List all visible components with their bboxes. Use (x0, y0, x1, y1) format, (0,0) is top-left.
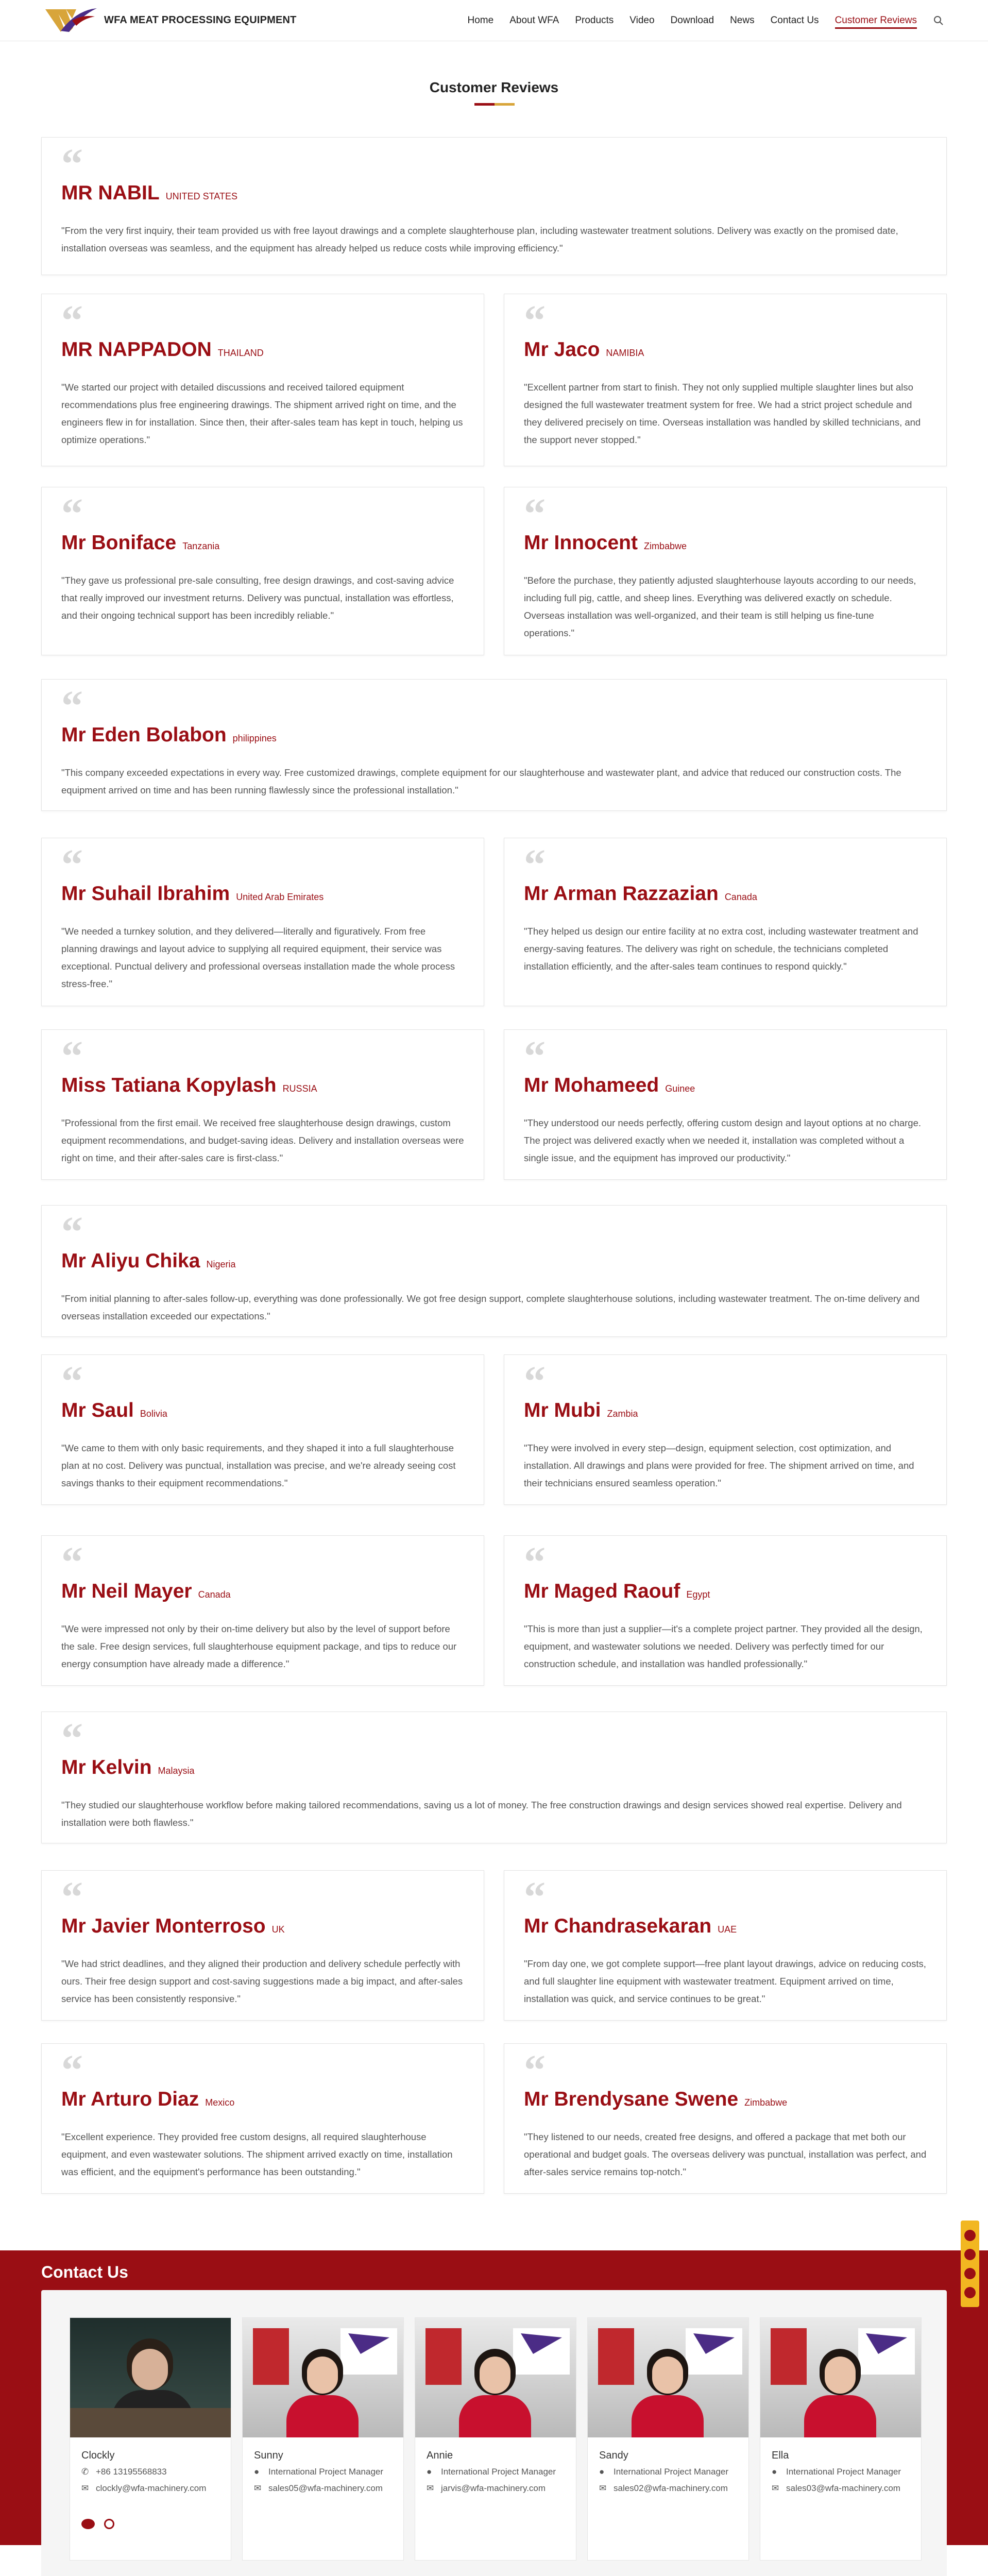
quote-icon: “ (524, 841, 544, 889)
review-card (504, 487, 947, 655)
site-logo[interactable] (45, 5, 297, 36)
review-card (504, 2043, 947, 2194)
email-icon: ✉ (599, 2483, 607, 2493)
review-card (41, 137, 947, 275)
reviewer-country: United Arab Emirates (236, 892, 324, 902)
review-card (41, 1205, 947, 1337)
email-icon: ✉ (772, 2483, 779, 2493)
review-text: "From the very first inquiry, their team provided us with free layout drawings and a complete slaughterhouse plan, including wastewater treatment solutions. Delivery was exactly on the promised date, installation overseas was seamless, and the equipment has already helped us reduce costs while improving efficiency." (61, 225, 898, 253)
contact-email[interactable]: sales02@wfa-machinery.com (614, 2483, 728, 2493)
reviewer-name: Mr Saul (61, 1399, 134, 1421)
reviewer-name: Mr Aliyu Chika (61, 1250, 200, 1272)
review-text: "They listened to our needs, created free designs, and offered a package that met both our operational and budget goals. The overseas delivery was punctual, installation was perfect, and after-sales service remains top-notch." (524, 2131, 927, 2177)
quote-icon: “ (524, 1358, 544, 1405)
person-icon: ● (427, 2467, 432, 2477)
reviewer-country: UNITED STATES (165, 191, 237, 201)
reviewer-name: Mr Mubi (524, 1399, 601, 1421)
wechat-icon[interactable] (964, 2249, 976, 2260)
reviewer-country: Zambia (607, 1409, 638, 1419)
contact-photo (415, 2318, 576, 2437)
site-header (0, 0, 988, 41)
reviewer-name: MR NABIL (61, 182, 160, 204)
reviewer-name: Mr Javier Monterroso (61, 1915, 266, 1937)
review-text: "We needed a turnkey solution, and they delivered—literally and figuratively. From free planning drawings and layout advice to supplying all required equipment, their service was exceptional. Punctual delivery and professional overseas installation made the whole process stress-free." (61, 926, 455, 989)
review-text: "They were involved in every step—design, equipment selection, cost optimization, and installation. All drawings and plans were provided for free. The shipment arrived on time, and their technicians ensured seamless operation." (524, 1443, 914, 1488)
quote-icon: “ (524, 1538, 544, 1586)
contact-email[interactable]: jarvis@wfa-machinery.com (441, 2483, 546, 2493)
page-title: Customer Reviews (429, 79, 559, 95)
person-icon: ● (254, 2467, 260, 2477)
reviewer-country: Zimbabwe (644, 541, 687, 551)
reviewer-country: Malaysia (158, 1766, 195, 1776)
contact-card (70, 2317, 231, 2561)
reviewer-country: Mexico (205, 2097, 235, 2108)
review-text: "Excellent experience. They provided free custom designs, all required slaughterhouse equipment, and even wastewater solutions. The shipment arrived exactly on time, installation was efficient, and the equipment's performance has been outstanding." (61, 2131, 453, 2177)
quote-icon: “ (61, 1032, 82, 1080)
contact-name: Sunny (254, 2450, 283, 2461)
reviewer-country: Bolivia (140, 1409, 167, 1419)
review-card (41, 487, 484, 655)
review-card (41, 1535, 484, 1686)
review-text: "This is more than just a supplier—it's a complete project partner. They provided all the design, equipment, and wastewater solutions we needed. Delivery was perfectly timed for our construction schedule, and installation was handled professionally." (524, 1623, 923, 1669)
wechat-icon[interactable] (81, 2519, 95, 2529)
contact-role: International Project Manager (268, 2467, 384, 2477)
review-text: "This company exceeded expectations in every way. Free customized drawings, complete equipment for our slaughterhouse and wastewater plant, and advice that reduced our construction costs. The equipment arrived on time and has been running flawlessly since the professional installation." (61, 767, 901, 795)
reviewer-country: Canada (724, 892, 757, 902)
reviewer-name: Mr Mohameed (524, 1074, 659, 1096)
reviewer-country: Guinee (665, 1083, 695, 1094)
quote-icon: “ (61, 2046, 82, 2094)
review-card (504, 1354, 947, 1505)
quote-icon: “ (524, 2046, 544, 2094)
contact-photo (588, 2318, 748, 2437)
contact-name: Clockly (81, 2450, 115, 2461)
brand-name: WFA MEAT PROCESSING EQUIPMENT (104, 14, 297, 26)
review-card (41, 1354, 484, 1505)
whatsapp-icon[interactable] (104, 2519, 114, 2529)
review-text: "They helped us design our entire facility at no extra cost, including wastewater treatment and energy-saving features. The delivery was right on schedule, the technicians completed installation efficiently, and the after-sales team continues to respond quickly." (524, 926, 918, 972)
review-text: "They understood our needs perfectly, offering custom design and layout options at no charge. The project was delivered exactly when we needed it, installation was completed without a single issue, and the equipment has improved our productivity." (524, 1117, 922, 1163)
review-text: "They gave us professional pre-sale consulting, free design drawings, and cost-saving advice that really improved our investment returns. Delivery was punctual, installation was effortless, and their ongoing technical support has been incredibly reliable." (61, 575, 454, 621)
reviewer-name: Mr Eden Bolabon (61, 724, 227, 746)
contact-email[interactable]: sales03@wfa-machinery.com (786, 2483, 900, 2493)
review-card (41, 838, 484, 1006)
quote-icon: “ (61, 841, 82, 889)
phone-icon[interactable] (964, 2230, 976, 2241)
search-icon[interactable] (933, 15, 944, 26)
email-icon: ✉ (254, 2483, 262, 2493)
review-card (41, 1870, 484, 2021)
contact-card (242, 2317, 404, 2561)
nav-video[interactable]: Video (629, 15, 655, 26)
review-card (504, 1870, 947, 2021)
title-underline (474, 103, 515, 106)
reviewer-name: Mr Kelvin (61, 1756, 152, 1778)
main-nav (452, 0, 944, 41)
quote-icon: “ (61, 1873, 82, 1921)
reviewer-name: Mr Jaco (524, 338, 600, 361)
review-text: "We started our project with detailed discussions and received tailored equipment recommendations plus free engineering drawings. The shipment arrived right on time, and the engineers flew in for installation. Since then, their after-sales team has kept in touch, helping us optimize operations." (61, 382, 463, 445)
contact-name: Sandy (599, 2450, 628, 2461)
reviewer-country: Zimbabwe (744, 2097, 788, 2108)
review-card (504, 838, 947, 1006)
review-text: "From day one, we got complete support—free plant layout drawings, advice on reducing costs, and full slaughter line equipment with wastewater treatment. Equipment arrived on time, installation was quick, and service continues to be great." (524, 1958, 926, 2004)
contact-role: International Project Manager (441, 2467, 556, 2477)
phone-icon: ✆ (81, 2467, 89, 2477)
quote-icon: “ (61, 490, 82, 538)
whatsapp-icon[interactable] (964, 2268, 976, 2279)
contact-card (760, 2317, 922, 2561)
nav-customer-reviews[interactable]: Customer Reviews (835, 0, 917, 41)
nav-about[interactable]: About WFA (509, 15, 559, 26)
quote-icon: “ (61, 682, 82, 730)
review-text: "From initial planning to after-sales follow-up, everything was done professionally. We got free design support, complete slaughterhouse solutions, including wastewater treatment. The on-time delivery and overseas installation exceeded our expectations." (61, 1293, 920, 1321)
contact-photo (70, 2318, 231, 2437)
review-text: "Excellent partner from start to finish. They not only supplied multiple slaughter lines but also designed the full wastewater treatment system for free. We had a strict project schedule and they delivered precisely on time. Overseas installation was handled by skilled technicians, and the support never stopped." (524, 382, 921, 445)
reviewer-country: philippines (232, 733, 277, 743)
floating-contact-bar (961, 2221, 979, 2307)
reviewer-name: Miss Tatiana Kopylash (61, 1074, 277, 1096)
contact-photo (760, 2318, 921, 2437)
person-icon: ● (599, 2467, 605, 2477)
review-card (504, 1029, 947, 1180)
reviewer-name: Mr Arman Razzazian (524, 883, 719, 905)
quote-icon: “ (61, 1358, 82, 1405)
quote-icon: “ (61, 1538, 82, 1586)
review-card (41, 1029, 484, 1180)
quote-icon: “ (524, 1873, 544, 1921)
contact-title: Contact Us (41, 2263, 128, 2281)
wfa-logo-icon (45, 5, 99, 36)
review-text: "We had strict deadlines, and they aligned their production and delivery schedule perfectly with ours. Their free design support and cost-saving suggestions made a big impact, and after-sales service has been consistently responsive." (61, 1958, 463, 2004)
review-text: "Professional from the first email. We received free slaughterhouse design drawings, custom equipment recommendations, and budget-saving ideas. Delivery and installation overseas were right on time, and their after-sales care is first-class." (61, 1117, 464, 1163)
reviewer-name: Mr Innocent (524, 532, 638, 554)
quote-icon: “ (524, 1032, 544, 1080)
contact-email[interactable]: sales05@wfa-machinery.com (268, 2483, 383, 2493)
review-card (41, 1711, 947, 1843)
nav-products[interactable]: Products (575, 15, 614, 26)
nav-home[interactable]: Home (467, 15, 494, 26)
contact-role: +86 13195568833 (96, 2467, 167, 2477)
quote-icon: “ (61, 1715, 82, 1762)
quote-icon: “ (61, 1208, 82, 1256)
reviewer-country: NAMIBIA (606, 348, 644, 358)
back-to-top-icon[interactable] (964, 2287, 976, 2298)
reviewer-name: MR NAPPADON (61, 338, 212, 361)
reviewer-country: THAILAND (217, 348, 264, 358)
review-card (41, 2043, 484, 2194)
reviewer-country: RUSSIA (282, 1083, 317, 1094)
contact-card (587, 2317, 749, 2561)
nav-contact[interactable]: Contact Us (770, 15, 819, 26)
review-text: "Before the purchase, they patiently adjusted slaughterhouse layouts according to our needs, including full pig, cattle, and sheep lines. Everything was delivered exactly on schedule. Overseas installation was well-organized, and their team is still helping us fine-tune operations." (524, 575, 916, 638)
reviewer-name: Mr Chandrasekaran (524, 1915, 712, 1937)
reviewer-name: Mr Brendysane Swene (524, 2088, 739, 2110)
reviewer-country: UAE (718, 1924, 737, 1935)
contact-email[interactable]: clockly@wfa-machinery.com (96, 2483, 207, 2493)
review-text: "We came to them with only basic requirements, and they shaped it into a full slaughterhouse plan at no cost. Delivery was punctual, installation was precise, and we're already seeing cost savings thanks to their equipment recommendations." (61, 1443, 456, 1488)
reviewer-name: Mr Boniface (61, 532, 177, 554)
reviewer-name: Mr Suhail Ibrahim (61, 883, 230, 905)
quote-icon: “ (61, 140, 82, 188)
reviewer-country: Tanzania (182, 541, 220, 551)
review-text: "We were impressed not only by their on-time delivery but also by the level of support before the sale. Free design services, full slaughterhouse equipment package, and tips to reduce our energy consumption have already made a difference." (61, 1623, 457, 1669)
contact-photo (243, 2318, 403, 2437)
reviewer-country: Egypt (686, 1589, 710, 1600)
email-icon: ✉ (427, 2483, 434, 2493)
quote-icon: “ (524, 490, 544, 538)
review-card (504, 1535, 947, 1686)
contact-role: International Project Manager (614, 2467, 729, 2477)
contact-card (415, 2317, 576, 2561)
reviewer-country: Canada (198, 1589, 231, 1600)
nav-download[interactable]: Download (670, 15, 714, 26)
review-card (504, 294, 947, 466)
reviewer-name: Mr Maged Raouf (524, 1580, 680, 1602)
person-icon: ● (772, 2467, 777, 2477)
quote-icon: “ (61, 297, 82, 345)
nav-news[interactable]: News (730, 15, 755, 26)
reviewer-country: UK (271, 1924, 285, 1935)
email-icon: ✉ (81, 2483, 89, 2493)
review-text: "They studied our slaughterhouse workflow before making tailored recommendations, saving us a lot of money. The free construction drawings and design services showed real expertise. Delivery and installation were both flawless." (61, 1800, 902, 1828)
reviewer-country: Nigeria (206, 1259, 236, 1269)
contact-name: Ella (772, 2450, 789, 2461)
review-card (41, 294, 484, 466)
contact-name: Annie (427, 2450, 453, 2461)
review-card (41, 679, 947, 811)
quote-icon: “ (524, 297, 544, 345)
reviewer-name: Mr Arturo Diaz (61, 2088, 199, 2110)
reviewer-name: Mr Neil Mayer (61, 1580, 192, 1602)
contact-role: International Project Manager (786, 2467, 901, 2477)
